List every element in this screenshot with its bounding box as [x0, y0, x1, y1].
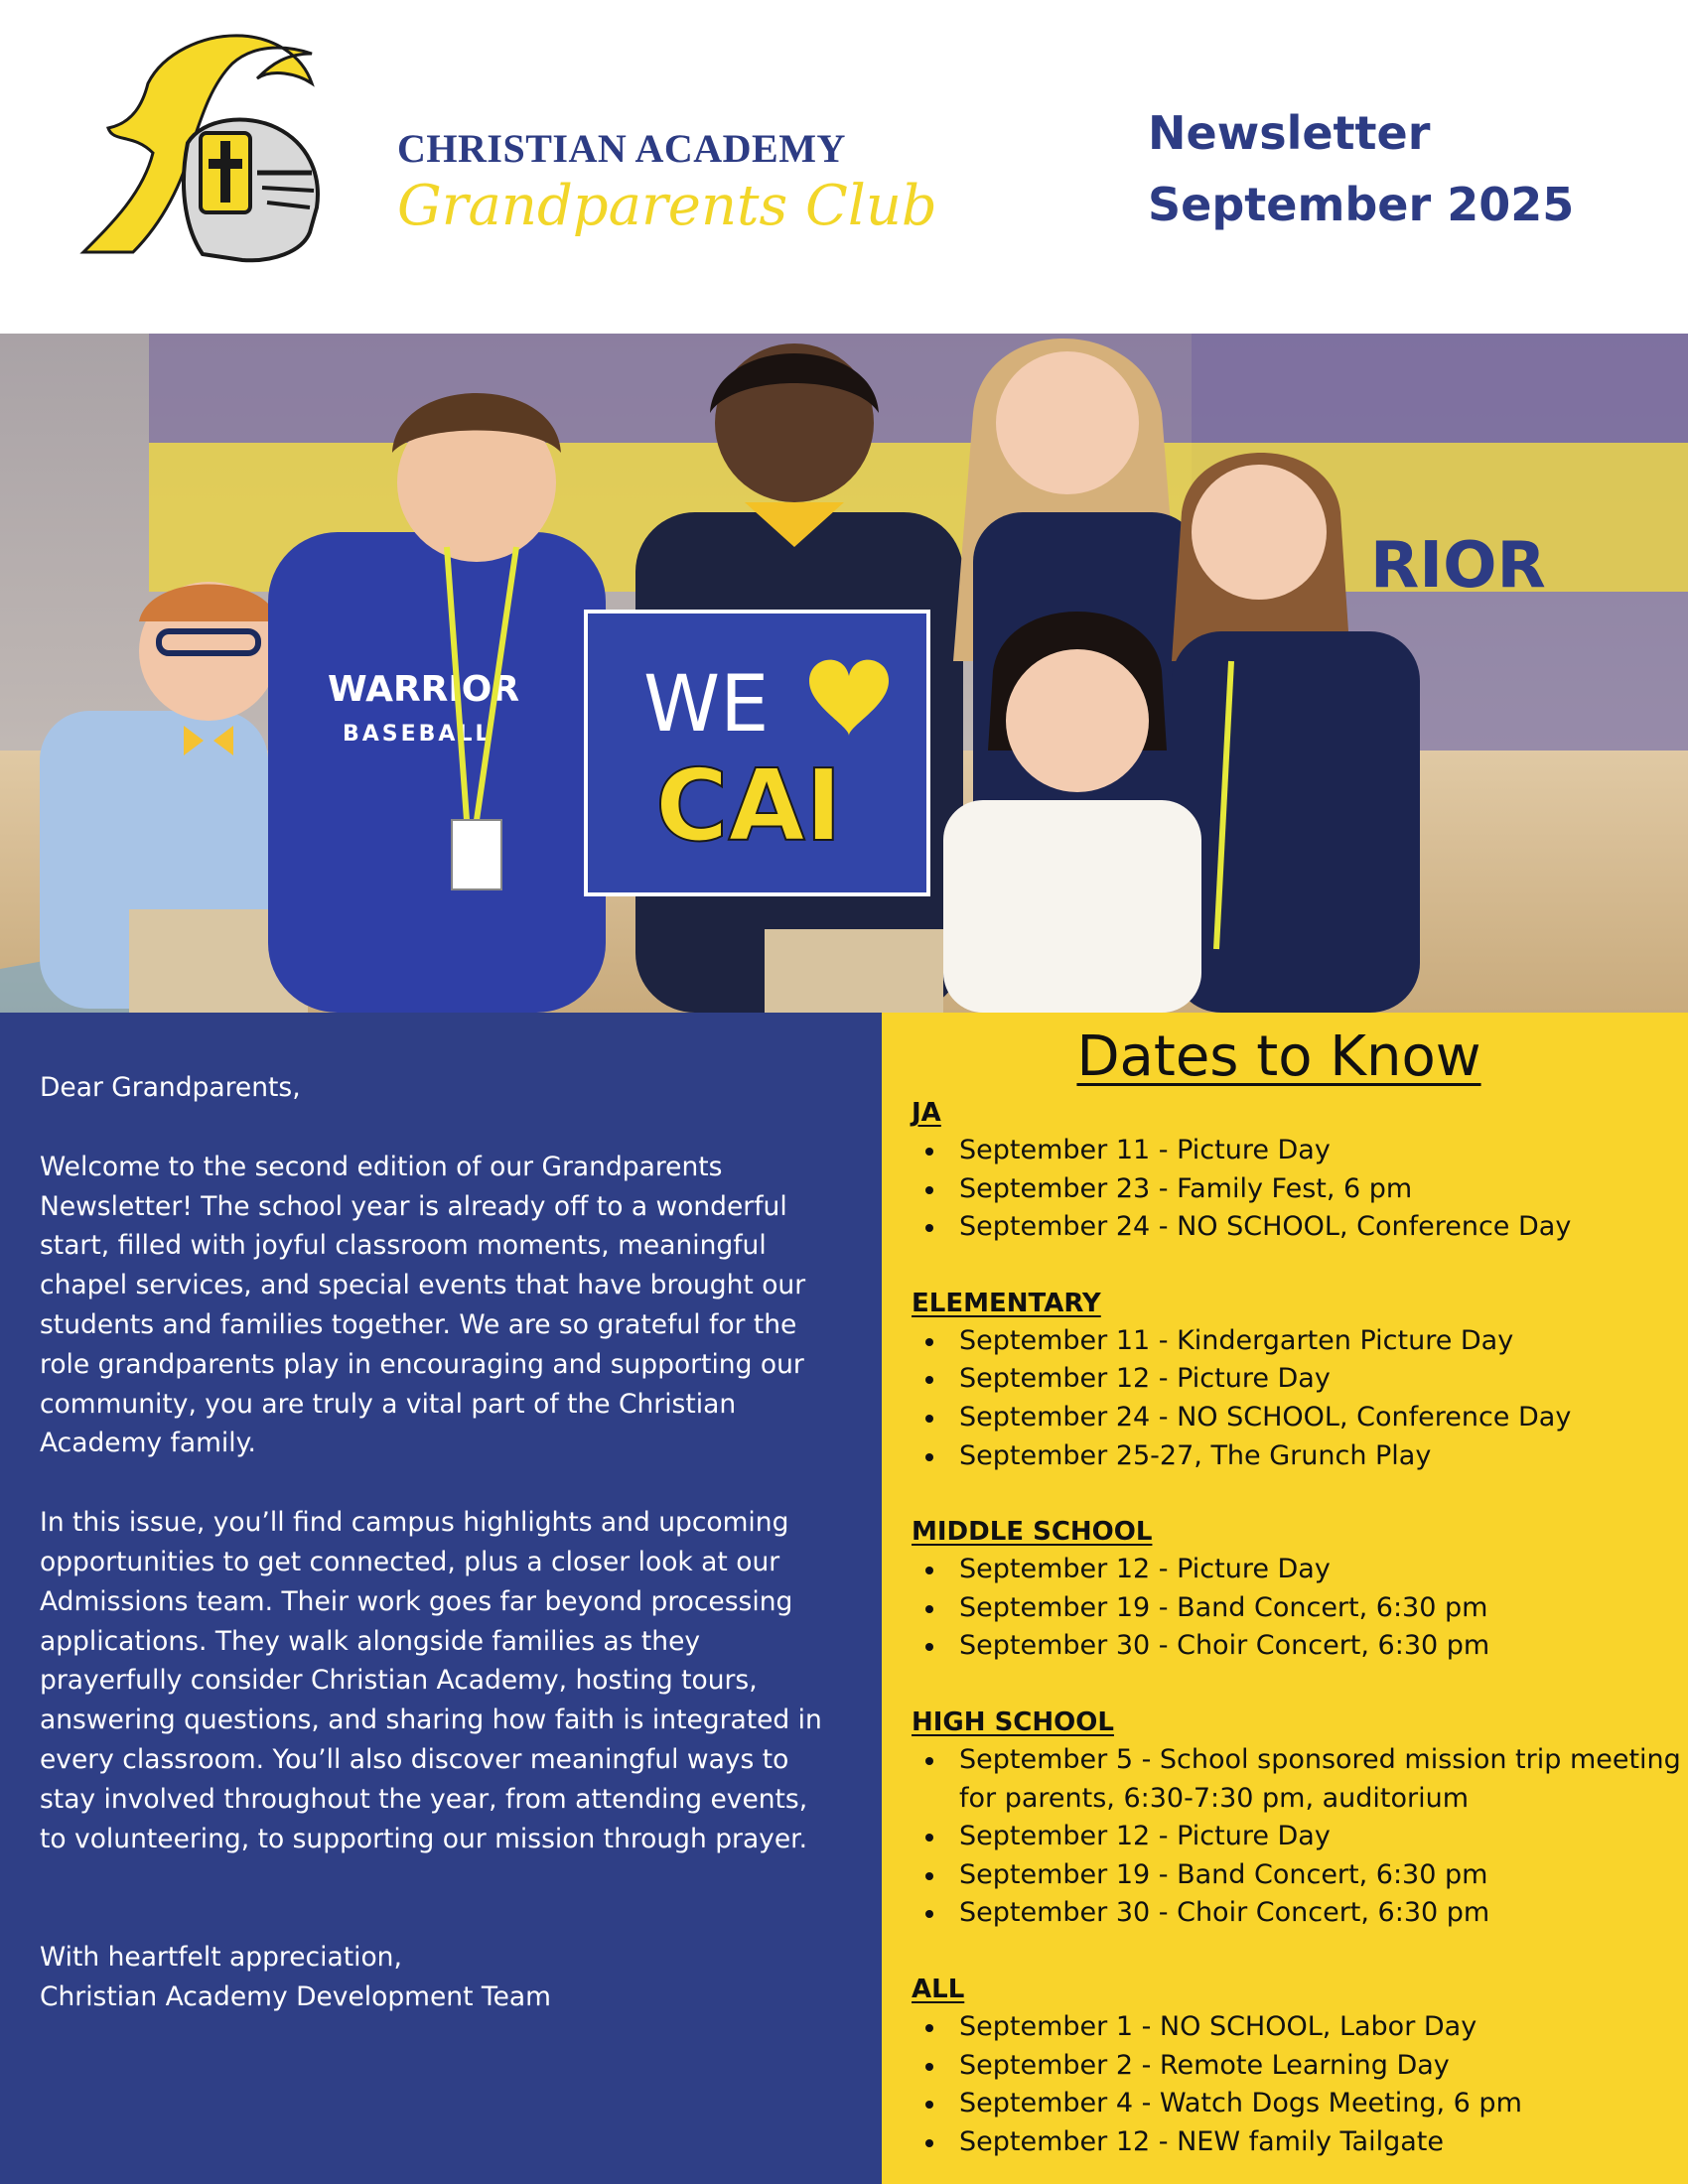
students-photo [0, 334, 1688, 1013]
dates-title: Dates to Know [1076, 1024, 1481, 1089]
hoodie-line1: WARRIOR [328, 669, 520, 710]
dates-group-title: JA [912, 1098, 941, 1128]
date-item: September 11 - Kindergarten Picture Day [912, 1322, 1688, 1361]
newsletter-header [0, 0, 1688, 334]
hoodie-line2: BASEBALL [343, 722, 492, 747]
date-item: September 24 - NO SCHOOL, Conference Day [912, 1208, 1688, 1247]
knight-helmet-logo [73, 24, 371, 272]
date-item: September 12 - Picture Day [912, 1360, 1688, 1399]
date-item: September 24 - NO SCHOOL, Conference Day [912, 1399, 1688, 1437]
date-item: September 19 - Band Concert, 6:30 pm [912, 1589, 1688, 1628]
letter-paragraph: Welcome to the second edition of our Grandparents Newsletter! The school year is already off to a wonderful start, filled with joyful classroom moments, meaningful chapel services, and special events that have brought our students and families together. We are so grateful for the role grandparents play in encouraging and supporting our community, you are truly a vital part of the Christian Academy family. [40, 1151, 806, 1459]
banner-text: RIOR [1370, 529, 1546, 603]
dates-group-high-school [912, 1704, 1688, 1933]
dates-group-title: HIGH SCHOOL [912, 1706, 1114, 1737]
date-item: September 4 - Watch Dogs Meeting, 6 pm [912, 2085, 1688, 2123]
club-name: Grandparents Club [397, 174, 937, 238]
letter-signature: Christian Academy Development Team [40, 1981, 551, 2013]
dates-group-all [912, 1971, 1688, 2161]
issue-date: September 2025 [1148, 178, 1575, 231]
date-item: September 12 - Picture Day [912, 1551, 1688, 1589]
date-item: September 25-27, The Grunch Play [912, 1437, 1688, 1476]
date-item: September 5 - School sponsored mission trip meeting for parents, 6:30-7:30 pm, auditorium [912, 1741, 1688, 1818]
date-item: September 12 - Picture Day [912, 1818, 1688, 1856]
newsletter-label: Newsletter [1148, 106, 1431, 160]
letter-section [0, 1013, 882, 2184]
letter-paragraph: In this issue, you’ll find campus highlights and upcoming opportunities to get connected, plus a closer look at our Admissions team. Their work goes far beyond processing applications. They walk alongside families as they prayerfully consider Christian Academy, hosting tours, answering questions, and sharing how faith is integrated in every classroom. You’ll also discover meaningful ways to stay involved throughout the year, from attending events, to volunteering, to supporting our mission through prayer. [40, 1507, 822, 1854]
date-item: September 30 - Choir Concert, 6:30 pm [912, 1894, 1688, 1933]
letter-closing: With heartfelt appreciation, [40, 1942, 402, 1974]
date-item: September 23 - Family Fest, 6 pm [912, 1170, 1688, 1209]
date-item: September 12 - NEW family Tailgate [912, 2123, 1688, 2162]
sign-line2: CAI [655, 748, 842, 864]
date-item: September 11 - Picture Day [912, 1132, 1688, 1170]
dates-group-title: ELEMENTARY [912, 1288, 1101, 1318]
dates-to-know-section [882, 1013, 1688, 2184]
date-item: September 30 - Choir Concert, 6:30 pm [912, 1627, 1688, 1666]
dates-group-ja [912, 1094, 1688, 1247]
dates-group-middle-school [912, 1513, 1688, 1666]
we-love-cai-sign [586, 612, 928, 894]
sign-line1: WE [643, 660, 770, 750]
letter-greeting: Dear Grandparents, [40, 1072, 301, 1103]
date-item: September 19 - Band Concert, 6:30 pm [912, 1856, 1688, 1895]
dates-group-title: MIDDLE SCHOOL [912, 1517, 1153, 1548]
masthead [1148, 97, 1574, 240]
org-name: CHRISTIAN ACADEMY [397, 126, 846, 171]
dates-group-elementary [912, 1285, 1688, 1475]
date-item: September 1 - NO SCHOOL, Labor Day [912, 2008, 1688, 2047]
date-item: September 2 - Remote Learning Day [912, 2047, 1688, 2086]
dates-group-title: ALL [912, 1974, 965, 2004]
